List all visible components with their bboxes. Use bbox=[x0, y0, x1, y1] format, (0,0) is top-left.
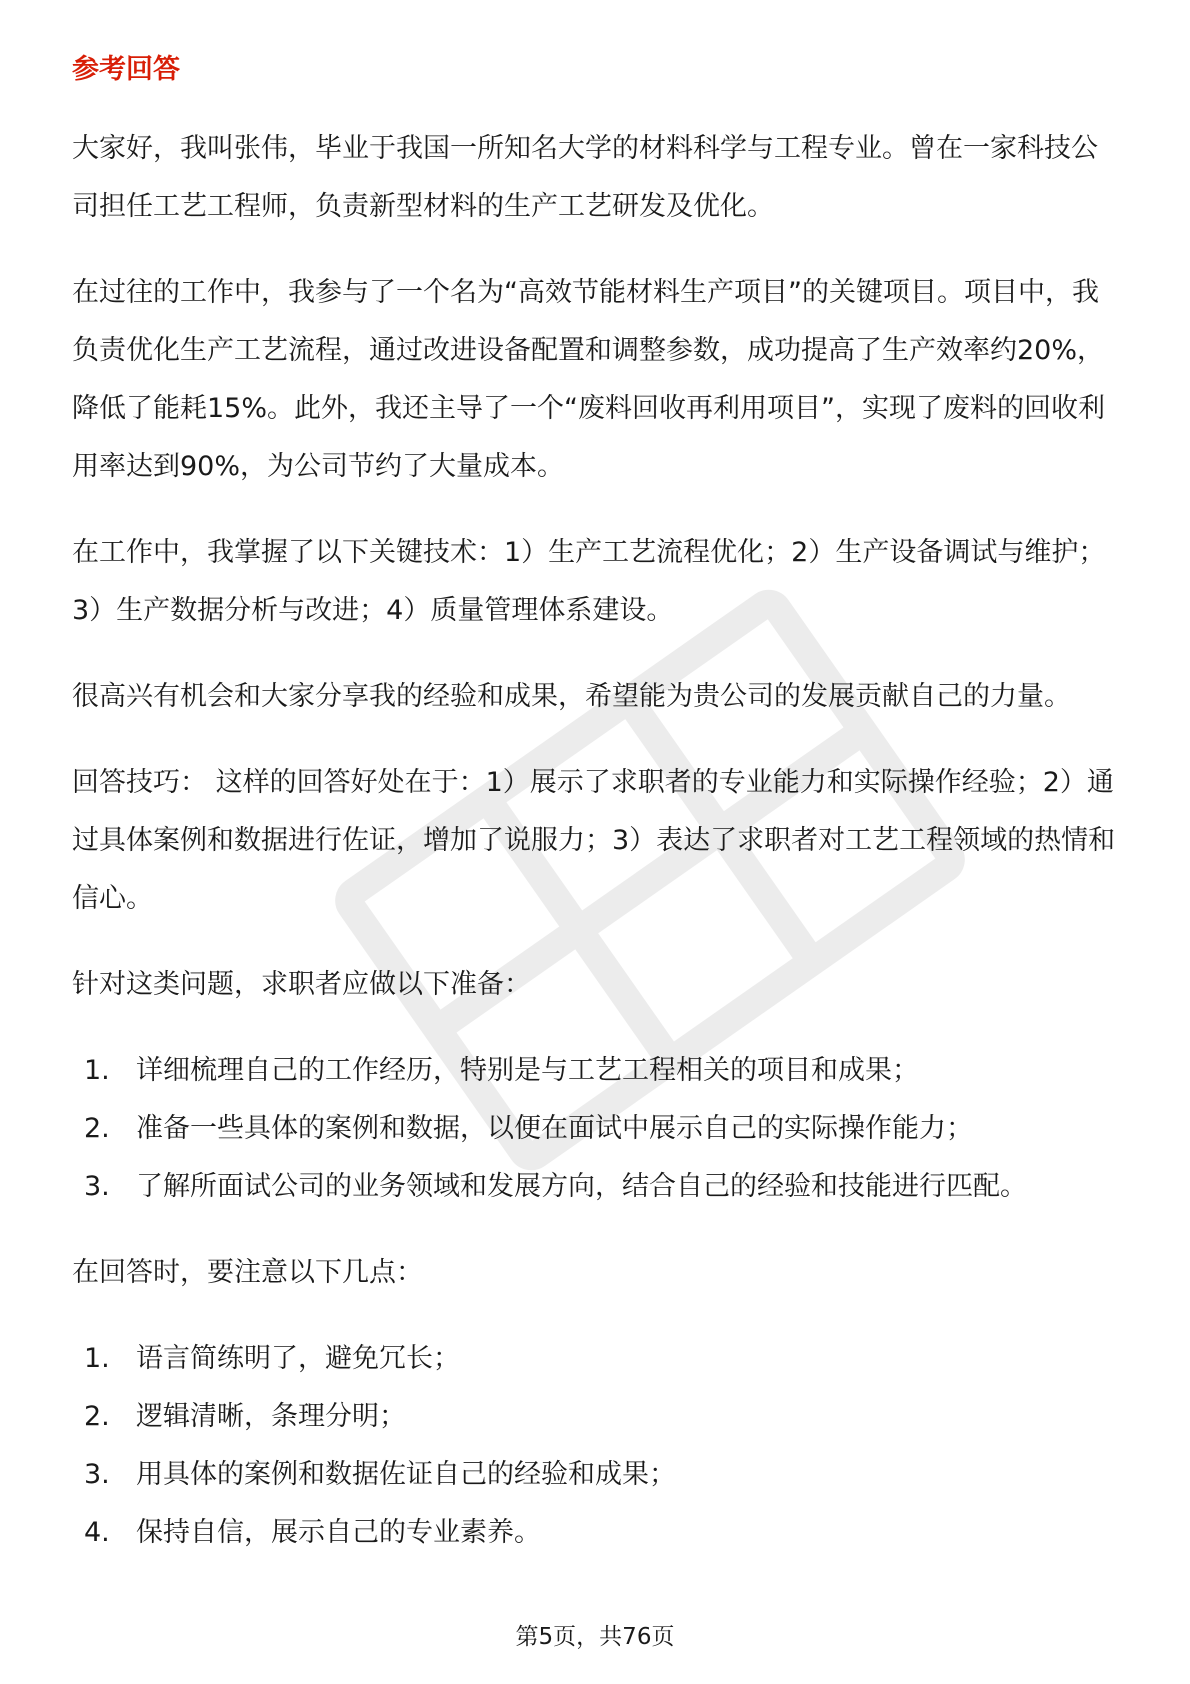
list-number: 1. bbox=[84, 1055, 110, 1086]
paragraph-skills: 在工作中，我掌握了以下关键技术：1）生产工艺流程优化；2）生产设备调试与维护；3）生产数据分析与改进；4）质量管理体系建设。 bbox=[72, 537, 1106, 626]
paragraph-closing: 很高兴有机会和大家分享我的经验和成果，希望能为贵公司的发展贡献自己的力量。 bbox=[72, 681, 1071, 712]
list-number: 2. bbox=[84, 1401, 110, 1432]
section-heading: 参考回答 bbox=[72, 54, 180, 85]
paragraph-notes-intro: 在回答时，要注意以下几点： bbox=[72, 1257, 423, 1288]
paragraph-prep-intro: 针对这类问题，求职者应做以下准备： bbox=[72, 969, 531, 1000]
list-number: 3. bbox=[84, 1459, 110, 1490]
list-text: 详细梳理自己的工作经历，特别是与工艺工程相关的项目和成果； bbox=[136, 1055, 919, 1086]
paragraph-tips: 回答技巧： 这样的回答好处在于：1）展示了求职者的专业能力和实际操作经验；2）通过具体案例和数据进行佐证，增加了说服力；3）表达了求职者对工艺工程领域的热情和信心。 bbox=[72, 767, 1116, 914]
document-body bbox=[72, 50, 1122, 1590]
list-item bbox=[84, 1042, 1122, 1100]
list-text: 用具体的案例和数据佐证自己的经验和成果； bbox=[136, 1459, 676, 1490]
list-text: 逻辑清晰，条理分明； bbox=[136, 1401, 406, 1432]
list-item bbox=[84, 1158, 1122, 1216]
list-text: 保持自信，展示自己的专业素养。 bbox=[136, 1517, 541, 1548]
list-number: 4. bbox=[84, 1517, 110, 1548]
list-text: 了解所面试公司的业务领域和发展方向，结合自己的经验和技能进行匹配。 bbox=[136, 1171, 1027, 1202]
list-text: 准备一些具体的案例和数据，以便在面试中展示自己的实际操作能力； bbox=[136, 1113, 973, 1144]
paragraph-projects: 在过往的工作中，我参与了一个名为“高效节能材料生产项目”的关键项目。项目中，我负责优化生产工艺流程，通过改进设备配置和调整参数，成功提高了生产效率约20%，降低了能耗15%。此外，我还主导了一个“废料回收再利用项目”，实现了废料的回收利用率达到90%，为公司节约了大量成本。 bbox=[72, 277, 1105, 482]
list-item bbox=[84, 1388, 1122, 1446]
notes-list bbox=[72, 1330, 1122, 1562]
list-number: 3. bbox=[84, 1171, 110, 1202]
prep-list bbox=[72, 1042, 1122, 1216]
list-number: 2. bbox=[84, 1113, 110, 1144]
list-item bbox=[84, 1330, 1122, 1388]
paragraph-intro: 大家好，我叫张伟，毕业于我国一所知名大学的材料科学与工程专业。曾在一家科技公司担任工艺工程师，负责新型材料的生产工艺研发及优化。 bbox=[72, 133, 1098, 222]
list-number: 1. bbox=[84, 1343, 110, 1374]
list-text: 语言简练明了，避免冗长； bbox=[136, 1343, 460, 1374]
page-footer: 第5页，共76页 bbox=[515, 1624, 675, 1650]
list-item bbox=[84, 1100, 1122, 1158]
list-item bbox=[84, 1446, 1122, 1504]
list-item bbox=[84, 1504, 1122, 1562]
